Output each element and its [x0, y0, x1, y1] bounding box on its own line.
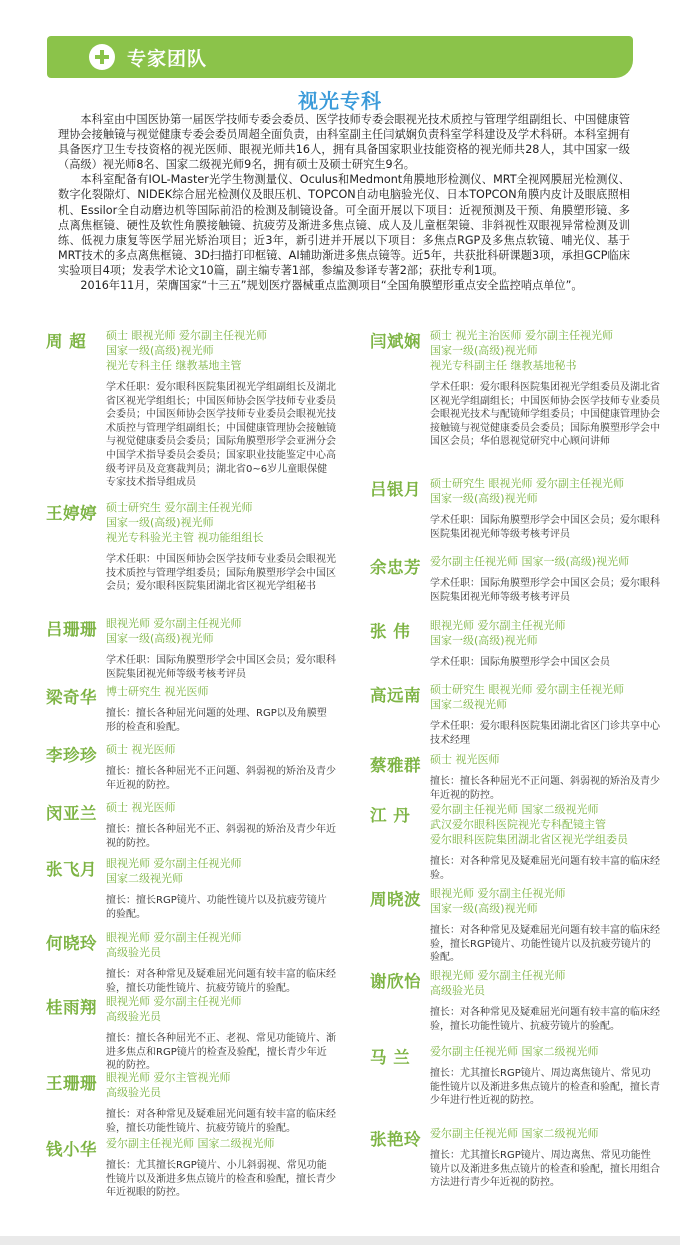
expert-title-line: 视光专科验光主管 视功能组组长: [106, 531, 264, 544]
expert-titles: [106, 1136, 336, 1151]
section-title: 视光专科: [298, 89, 382, 113]
expert-name: 王婷婷: [46, 504, 97, 523]
expert-name: 何晓玲: [46, 934, 97, 953]
expert-title-line: 眼视光师 爱尔副主任视光师: [430, 619, 566, 632]
expert-entry: [370, 886, 660, 965]
expert-entry: [370, 968, 660, 1033]
expert-titles: [430, 886, 660, 916]
expert-titles: [106, 328, 336, 373]
expert-titles: [430, 328, 660, 373]
expert-titles: [106, 800, 336, 815]
expert-description: 擅长：擅长各种屈光不正问题、斜弱视的矫治及青少年近视的防控。: [430, 776, 660, 801]
expert-entry: [46, 1070, 336, 1135]
expert-titles: [106, 684, 336, 699]
expert-description: 学术任职：爱尔眼科医院集团视光学组委员及湖北省区视光学组副组长；中国医师协会医学技师专业委员会眼视光技术与配镜师学组委员；中国健康管理协会接触镜与视觉健康委员会委员；国际角膜塑形学会中国区会员；华伯恩视觉研究中心顾问讲师: [430, 382, 660, 448]
expert-description: 擅长：擅长各种屈光问题的处理、RGP以及角膜塑形的检查和验配。: [106, 708, 327, 733]
expert-title-line: 眼视光师 爱尔副主任视光师: [106, 857, 242, 870]
expert-description: 擅长：对各种常见及疑难屈光问题有较丰富的临床经验，擅长功能性镜片、抗疲劳镜片的验配。: [106, 1109, 336, 1134]
expert-title-line: 硕士 眼视光师 爱尔副主任视光师: [106, 329, 267, 342]
expert-titles: [430, 682, 660, 712]
bottom-divider: [0, 1236, 680, 1245]
intro-text: [58, 112, 630, 293]
expert-titles: [430, 618, 660, 648]
expert-title-line: 国家一级(高级)视光师: [106, 516, 214, 529]
expert-name: 桂雨翔: [46, 998, 97, 1017]
expert-titles: [430, 554, 660, 569]
expert-name: 周 超: [46, 332, 87, 351]
expert-entry: [46, 800, 336, 850]
expert-description: 擅长：尤其擅长RGP镜片、小儿斜弱视、常见功能性镜片以及渐进多焦点镜片的检查和验配，擅长青少年近视眼的防控。: [106, 1160, 336, 1199]
expert-name: 张 伟: [370, 622, 411, 641]
expert-name: 王珊珊: [46, 1074, 97, 1093]
expert-title-line: 爱尔副主任视光师 国家二级视光师: [430, 803, 599, 816]
expert-titles: [430, 968, 660, 998]
expert-entry: [46, 500, 336, 594]
expert-name: 江 丹: [370, 806, 411, 825]
expert-description: 擅长：擅长RGP镜片、功能性镜片以及抗疲劳镜片的验配。: [106, 895, 327, 920]
expert-title-line: 硕士 视光医师: [430, 753, 500, 766]
expert-description: 擅长：擅长各种屈光不正问题、斜弱视的矫治及青少年近视的防控。: [106, 766, 336, 791]
expert-name: 张飞月: [46, 860, 97, 879]
expert-description: 学术任职：国际角膜塑形学会中国区会员；爱尔眼科医院集团视光师等级考核考评员: [430, 515, 660, 540]
expert-description: 学术任职：中国医师协会医学技师专业委员会眼视光技术质控与管理学组委员；国际角膜塑形学会中国区会员；爱尔眼科医院集团湖北省区视光学组秘书: [106, 554, 336, 593]
expert-title-line: 硕士研究生 爱尔副主任视光师: [106, 501, 253, 514]
expert-title-line: 视光专科副主任 继教基地秘书: [430, 359, 577, 372]
expert-entry: [370, 682, 660, 747]
expert-titles: [430, 752, 660, 767]
expert-description: 擅长：对各种常见及疑难屈光问题有较丰富的临床经验。: [430, 856, 660, 881]
expert-description: 擅长：对各种常见及疑难屈光问题有较丰富的临床经验，擅长功能性镜片、抗疲劳镜片的验配。: [430, 1007, 660, 1032]
expert-title-line: 国家二级视光师: [430, 698, 507, 711]
expert-title-line: 眼视光师 爱尔副主任视光师: [106, 931, 242, 944]
expert-entry: [370, 1044, 660, 1108]
expert-name: 钱小华: [46, 1140, 97, 1159]
expert-titles: [430, 1126, 660, 1141]
expert-name: 周晓波: [370, 890, 421, 909]
expert-name: 谢欣怡: [370, 972, 421, 991]
expert-title-line: 爱尔副主任视光师 国家二级视光师: [430, 1045, 599, 1058]
expert-title-line: 高级验光员: [106, 1086, 161, 1099]
expert-title-line: 国家一级(高级)视光师: [430, 492, 538, 505]
expert-title-line: 爱尔眼科医院集团湖北省区视光学组委员: [430, 833, 628, 846]
expert-title-line: 眼视光师 爱尔主管视光师: [106, 1071, 231, 1084]
expert-description: 学术任职：爱尔眼科医院集团视光学组副组长及湖北省区视光学组组长；中国医师协会医学技师专业委员会委员；中国医师协会医学技师专业委员会眼视光技术质控与管理学组副组长；中国健康管理协会接触镜与视觉健康委员会委员；国际角膜塑形学会亚洲分会中国学术指导委员会委员；国家职业技能鉴定中心高级考评员及竞赛裁判员；湖北省0~6岁儿童眼保健专家技术指导组成员: [106, 382, 336, 489]
expert-description: 擅长：擅长各种屈光不正、老视、常见功能镜片、渐进多焦点和RGP镜片的检查及验配，擅长青少年近视的防控。: [106, 1033, 336, 1072]
expert-description: 擅长：尤其擅长RGP镜片、周边离焦、常见功能性镜片以及渐进多焦点镜片的检查和验配，擅长用组合方法进行青少年近视的防控。: [430, 1150, 660, 1189]
expert-titles: [106, 930, 336, 960]
expert-title-line: 高级验光员: [106, 946, 161, 959]
expert-titles: [430, 802, 660, 847]
expert-titles: [106, 856, 336, 886]
expert-entry: [370, 618, 660, 670]
expert-title-line: 博士研究生 视光医师: [106, 685, 209, 698]
expert-description: 学术任职：国际角膜塑形学会中国区会员；爱尔眼科医院集团视光师等级考核考评员: [430, 578, 660, 603]
expert-entry: [370, 554, 660, 604]
expert-description: 擅长：对各种常见及疑难屈光问题有较丰富的临床经验，擅长RGP镜片、功能性镜片以及抗疲劳镜片的验配。: [430, 925, 660, 964]
intro-paragraph: 本科室由中国医协第一届医学技师专委会委员、医学技师专委会眼视光技术质控与管理学组副组长、中国健康管理协会接触镜与视觉健康专委会委员周超全面负责，由科室副主任闫斌娴负责科室学科建设及学术科研。本科室拥有具备医疗卫生专技资格的视光医师、眼视光师共16人，拥有具备国家职业技能资格的视光师共28人，其中国家一级（高级）视光师8名、国家二级视光师9名，拥有硕士及硕士研究生9名。: [58, 113, 630, 172]
expert-title-line: 眼视光师 爱尔副主任视光师: [430, 969, 566, 982]
expert-entry: [370, 802, 660, 882]
expert-entry: [46, 930, 336, 995]
expert-entry: [46, 684, 336, 734]
expert-name: 梁奇华: [46, 688, 97, 707]
expert-title-line: 视光专科主任 继教基地主管: [106, 359, 242, 372]
expert-name: 高远南: [370, 686, 421, 705]
expert-titles: [106, 742, 336, 757]
expert-title-line: 爱尔副主任视光师 国家二级视光师: [430, 1127, 599, 1140]
expert-entry: [370, 1126, 660, 1190]
expert-description: 擅长：尤其擅长RGP镜片、周边离焦镜片、常见功能性镜片以及渐进多焦点镜片的检查和验配，擅长青少年进行性近视的防控。: [430, 1068, 660, 1107]
expert-titles: [106, 500, 336, 545]
expert-name: 马 兰: [370, 1048, 411, 1067]
expert-title-line: 硕士研究生 眼视光师 爱尔副主任视光师: [430, 477, 624, 490]
expert-entry: [46, 328, 336, 490]
expert-entry: [370, 752, 660, 802]
expert-name: 闫斌娴: [370, 332, 421, 351]
expert-title-line: 国家二级视光师: [106, 872, 183, 885]
expert-name: 余忠芳: [370, 558, 421, 577]
expert-title-line: 国家一级(高级)视光师: [106, 632, 214, 645]
expert-description: 学术任职：国际角膜塑形学会中国区会员；爱尔眼科医院集团视光师等级考核考评员: [106, 655, 336, 680]
expert-titles: [106, 616, 336, 646]
expert-title-line: 国家一级(高级)视光师: [430, 902, 538, 915]
plus-icon: [89, 44, 115, 70]
expert-name: 吕珊珊: [46, 620, 97, 639]
expert-title-line: 硕士 视光主治医师 爱尔副主任视光师: [430, 329, 613, 342]
expert-title-line: 国家一级(高级)视光师: [106, 344, 214, 357]
expert-entry: [46, 994, 336, 1073]
expert-title-line: 高级验光员: [106, 1010, 161, 1023]
expert-description: 擅长：对各种常见及疑难屈光问题有较丰富的临床经验，擅长功能性镜片、抗疲劳镜片的验配。: [106, 969, 336, 994]
expert-titles: [430, 1044, 660, 1059]
expert-name: 张艳玲: [370, 1130, 421, 1149]
intro-paragraph: 本科室配备有IOL-Master光学生物测量仪、Oculus和Medmont角膜地形检测仪、MRT全视网膜屈光检测仪、数字化裂隙灯、NIDEK综合屈光检测仪及眼压机、TOPCON自动电脑验光仪、日本TOPCON角膜内皮计及眼底照相机、Essilor全自动磨边机等国际前沿的检测及制镜设备。可全面开展以下项目：近视预测及干预、角膜塑形镜、多点离焦框镜、硬性及软性角膜接触镜、抗疲劳及渐进多焦点镜、成人及儿童框架镜、非斜视性双眼视异常检测及训练、低视力康复等医学屈光矫治项目；近3年，新引进并开展以下项目：多焦点RGP及多焦点软镜、哺光仪、基于MRT技术的多点离焦框镜、3D扫描打印框镜、AI辅助渐进多焦点镜等。近5年，共获批科研课题3项，承担GCP临床实验项目4项；发表学术论文10篇，副主编专著1部，参编及参译专著2部；获批专利1项。: [58, 173, 630, 277]
expert-title-line: 硕士 视光医师: [106, 743, 176, 756]
expert-title-line: 眼视光师 爱尔副主任视光师: [430, 887, 566, 900]
expert-name: 闵亚兰: [46, 804, 97, 823]
expert-title-line: 国家一级(高级)视光师: [430, 634, 538, 647]
expert-entry: [46, 616, 336, 681]
header-bar: [47, 36, 633, 78]
expert-titles: [106, 1070, 336, 1100]
expert-title-line: 爱尔副主任视光师 国家二级视光师: [106, 1137, 275, 1150]
expert-titles: [430, 476, 660, 506]
expert-title-line: 硕士研究生 眼视光师 爱尔副主任视光师: [430, 683, 624, 696]
expert-name: 吕银月: [370, 480, 421, 499]
expert-title-line: 眼视光师 爱尔副主任视光师: [106, 995, 242, 1008]
expert-name: 李珍珍: [46, 746, 97, 765]
expert-title-line: 爱尔副主任视光师 国家一级(高级)视光师: [430, 555, 630, 568]
expert-title-line: 硕士 视光医师: [106, 801, 176, 814]
expert-titles: [106, 994, 336, 1024]
expert-name: 蔡雅群: [370, 756, 421, 775]
header-title: 专家团队: [127, 47, 208, 70]
expert-entry: [46, 1136, 336, 1200]
expert-entry: [46, 856, 336, 921]
intro-paragraph: 2016年11月，荣膺国家“十三五”规划医疗器械重点监测项目“全国角膜塑形重点安全监控哨点单位”。: [80, 279, 583, 293]
expert-title-line: 武汉爱尔眼科医院视光专科配镜主管: [430, 818, 606, 831]
expert-title-line: 高级验光员: [430, 984, 485, 997]
expert-description: 学术任职：国际角膜塑形学会中国区会员: [430, 657, 610, 668]
expert-description: 擅长：擅长各种屈光不正、斜弱视的矫治及青少年近视的防控。: [106, 824, 336, 849]
expert-entry: [370, 328, 660, 449]
expert-entry: [370, 476, 660, 541]
expert-title-line: 眼视光师 爱尔副主任视光师: [106, 617, 242, 630]
expert-title-line: 国家一级(高级)视光师: [430, 344, 538, 357]
expert-description: 学术任职：爱尔眼科医院集团湖北省区门诊共享中心技术经理: [430, 721, 660, 746]
expert-entry: [46, 742, 336, 792]
